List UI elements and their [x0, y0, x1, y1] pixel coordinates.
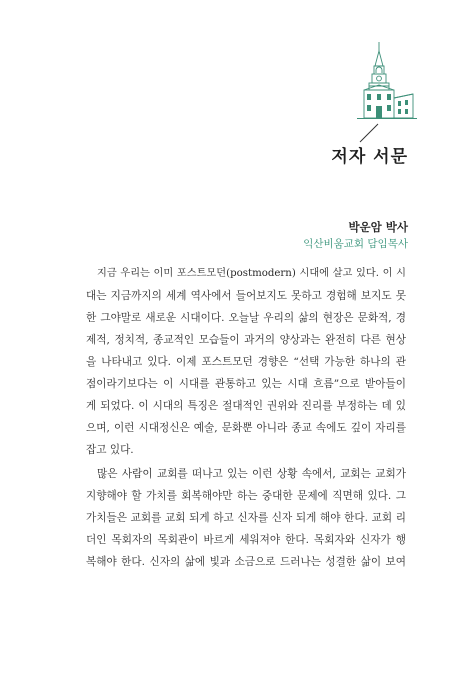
chapter-title: 저자 서문 [331, 147, 408, 167]
text-line: 점이라기보다는 이 시대를 관통하고 있는 시대 흐름”으로 받아들이 [86, 378, 406, 390]
text-line: 지금 우리는 이미 포스트모던(postmodern) 시대에 살고 있다. 이 시 [97, 268, 406, 279]
text-line: 복해야 한다. 신자의 삶에 빛과 소금으로 드러나는 성결한 삶이 보여 [86, 556, 406, 568]
text-line: 제적, 정치적, 종교적인 모습들이 과거의 양상과는 완전히 다른 현상 [86, 334, 406, 346]
author-name: 박운암 박사 [348, 220, 408, 234]
text-line: 더인 목회자의 목회관이 바르게 세워져야 한다. 목회자와 신자가 행 [86, 534, 406, 546]
text-line: 잡고 있다. [86, 444, 134, 456]
text-line: 많은 사람이 교회를 떠나고 있는 이런 상황 속에서, 교회는 교회가 [97, 468, 406, 480]
church-illustration [357, 42, 417, 122]
text-line: 지향해야 할 가치를 회복해야만 하는 중대한 문제에 직면해 있다. 그 [86, 490, 406, 502]
text-line: 대는 지금까지의 세계 역사에서 들어보지도 못하고 경험해 보지도 못 [86, 290, 406, 302]
text-line: 으며, 이런 시대정신은 예술, 문화뿐 아니라 종교 속에도 깊이 자리를 [86, 422, 406, 434]
text-line: 게 되었다. 이 시대의 특징은 절대적인 권위와 진리를 부정하는 데 있 [86, 400, 406, 412]
text-line: 가치들은 교회를 교회 되게 하고 신자를 신자 되게 해야 한다. 교회 리 [86, 512, 406, 524]
text-line: 한 그야말로 새로운 시대이다. 오늘날 우리의 삶의 현장은 문화적, 경 [86, 312, 406, 324]
text-line: 을 나타내고 있다. 이제 포스트모던 경향은 “선택 가능한 하나의 관 [86, 356, 406, 368]
author-role: 익산비움교회 담임목사 [303, 238, 408, 250]
